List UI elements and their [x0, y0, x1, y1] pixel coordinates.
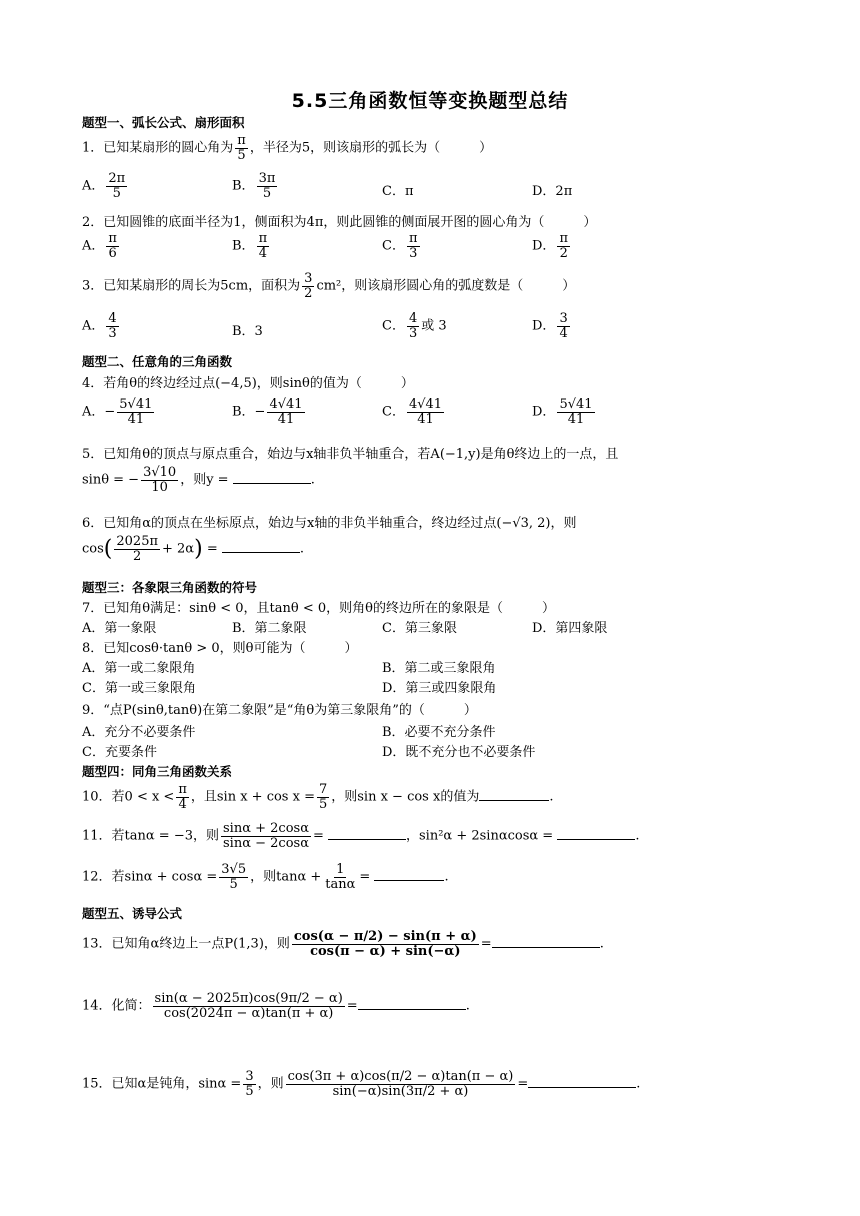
q2-option-d[interactable]: D． $\frac{\pi}{2}$ [532, 231, 568, 261]
q3-option-b[interactable]: B．3 [232, 324, 263, 339]
section-heading-3: 题型三：各象限三角函数的符号 [82, 580, 258, 595]
q9-option-c[interactable]: C．充要条件 [82, 745, 157, 760]
q1-option-d[interactable]: D．2π [532, 184, 573, 199]
answer-blank-q13[interactable] [492, 935, 600, 948]
q2-option-c[interactable]: C． $\frac{\pi}{3}$ [382, 231, 418, 261]
question-11: 11．若tanα = −3，则 $\frac{\sin\alpha + 2\cos\alpha}{\sin\alpha - 2\cos\alpha}$ = ，sin²α + 2sinαcosα = . [82, 821, 640, 851]
answer-blank-q15[interactable] [528, 1075, 636, 1088]
question-12: 12．若sinα + cosα = $\frac{3√5}{5}$ ，则tanα + $\frac{1}{\tan\alpha}$ = . [82, 862, 449, 892]
question-6-line-2: cos( $\frac{2025\pi}{2}$ + 2α) = . [82, 534, 305, 564]
answer-blank-q14[interactable] [358, 997, 466, 1010]
q1-option-c[interactable]: C．π [382, 184, 414, 199]
q3-option-c[interactable]: C． $\frac{4}{3}$ 或 3 [382, 311, 447, 341]
q3-option-a[interactable]: A． $\frac{4}{3}$ [82, 311, 117, 341]
q7-option-b[interactable]: B．第二象限 [232, 621, 307, 636]
q2-option-a[interactable]: A． $\frac{\pi}{6}$ [82, 231, 117, 261]
question-13: 13．已知角α终边上一点P(1,3)，则 $\frac{\cos(\alpha - \pi/2) - \sin(\pi + \alpha)}{\cos(\pi - \alpha) + \sin(-\alpha)}$ = . [82, 929, 604, 959]
answer-blank-q12[interactable] [374, 868, 444, 881]
section-heading-5: 题型五、诱导公式 [82, 906, 183, 921]
q4-option-d[interactable]: D． $\frac{5√41}{41}$ [532, 397, 593, 427]
section-heading-1: 题型一、弧长公式、扇形面积 [82, 115, 245, 130]
q1-option-b[interactable]: B． $\frac{3\pi}{5}$ [232, 171, 276, 201]
answer-blank-q5[interactable] [233, 471, 311, 484]
q8-option-c[interactable]: C．第一或三象限角 [82, 681, 196, 696]
q7-option-a[interactable]: A．第一象限 [82, 621, 157, 636]
page-title: 5.5三角函数恒等变换题型总结 [291, 90, 569, 112]
q8-option-d[interactable]: D．第三或四象限角 [382, 681, 497, 696]
answer-blank-q11-2[interactable] [557, 827, 635, 840]
question-7: 7．已知角θ满足：sinθ < 0，且tanθ < 0，则角θ的终边所在的象限是（ ） [82, 601, 555, 616]
question-5-line-1: 5．已知角θ的顶点与原点重合，始边与x轴非负半轴重合，若A(−1,y)是角θ终边上的一点，且 [82, 447, 619, 462]
question-2: 2．已知圆锥的底面半径为1，侧面积为4π，则此圆锥的侧面展开图的圆心角为（ ） [82, 215, 597, 230]
section-heading-2: 题型二、任意角的三角函数 [82, 354, 233, 369]
q7-option-d[interactable]: D．第四象限 [532, 621, 608, 636]
question-1-text-a: 1．已知某扇形的圆心角为 [82, 140, 234, 156]
q9-option-a[interactable]: A．充分不必要条件 [82, 725, 196, 740]
q4-option-a[interactable]: A．− $\frac{5√41}{41}$ [82, 397, 153, 427]
answer-blank-q10[interactable] [479, 788, 549, 801]
question-10: 10．若0 < x < $\frac{\pi}{4}$ ，且sin x + cos x = $\frac{7}{5}$ ，则sin x − cos x的值为 . [82, 782, 554, 812]
question-14: 14．化简： $\frac{\sin(\alpha - 2025\pi)\cos(9\pi/2 - \alpha)}{\cos(2024\pi - \alpha)\tan(\pi + \alpha)}$ = . [82, 991, 470, 1021]
question-4: 4．若角θ的终边经过点(−4,5)，则sinθ的值为（ ） [82, 376, 414, 391]
question-5-line-2: sinθ = − $\frac{3√10}{10}$ ，则y = . [82, 465, 315, 495]
q2-option-b[interactable]: B． $\frac{\pi}{4}$ [232, 231, 268, 261]
section-heading-4: 题型四：同角三角函数关系 [82, 764, 233, 779]
q8-option-b[interactable]: B．第二或三象限角 [382, 661, 496, 676]
fraction-pi-over-5: $\frac{\pi}{5}$ [237, 133, 246, 163]
question-3: 3．已知某扇形的周长为5cm，面积为 $\frac{3}{2}$ cm²，则该扇形圆心角的弧度数是（ ） [82, 271, 576, 301]
fraction-3-over-2: $\frac{3}{2}$ [304, 271, 313, 301]
question-9: 9．“点P(sinθ,tanθ)在第二象限”是“角θ为第三象限角”的（ ） [82, 703, 477, 718]
q4-option-c[interactable]: C． $\frac{4√41}{41}$ [382, 397, 443, 427]
question-1-text-b: ，半径为5，则该扇形的弧长为（ ） [249, 140, 493, 156]
q7-option-c[interactable]: C．第三象限 [382, 621, 457, 636]
question-15: 15．已知α是钝角，sinα = $\frac{3}{5}$ ，则 $\frac{\cos(3\pi + \alpha)\cos(\pi/2 - \alpha)\tan(\pi - \alpha)}{\sin(-\alpha)\sin(3\pi/2 + \alpha)}$ = . [82, 1069, 641, 1099]
question-1 [82, 134, 492, 162]
q9-option-b[interactable]: B．必要不充分条件 [382, 725, 496, 740]
answer-blank-q11-1[interactable] [328, 827, 406, 840]
answer-blank-q6[interactable] [222, 540, 300, 553]
q4-option-b[interactable]: B．− $\frac{4√41}{41}$ [232, 397, 303, 427]
q8-option-a[interactable]: A．第一或二象限角 [82, 661, 196, 676]
q9-option-d[interactable]: D．既不充分也不必要条件 [382, 745, 536, 760]
question-6-line-1: 6．已知角α的顶点在坐标原点，始边与x轴的非负半轴重合，终边经过点(−√3, 2)，则 [82, 516, 577, 531]
q1-option-a[interactable]: A． $\frac{2\pi}{5}$ [82, 171, 126, 201]
q3-option-d[interactable]: D． $\frac{3}{4}$ [532, 311, 568, 341]
question-8: 8．已知cosθ·tanθ > 0，则θ可能为（ ） [82, 641, 358, 656]
